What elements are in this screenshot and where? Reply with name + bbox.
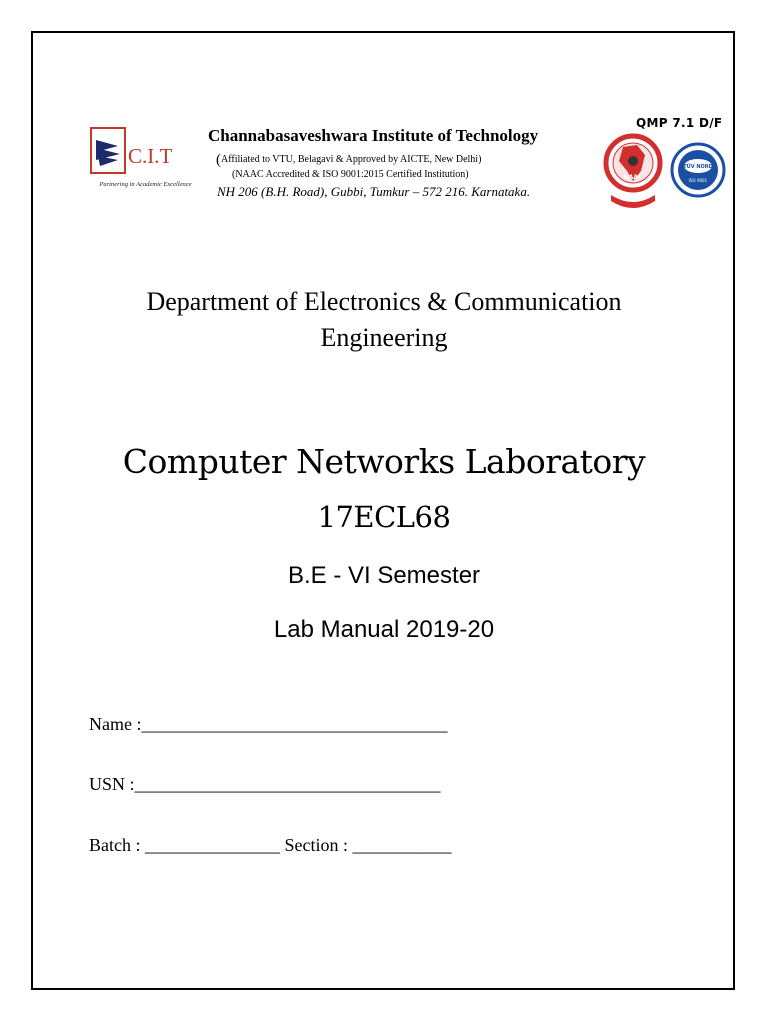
department-heading [40,284,728,356]
course-code: 17ECL68 [317,500,451,534]
course-title: Computer Networks Laboratory [122,442,646,481]
naac-seal-text: NAAC [623,174,643,181]
semester-label: B.E - VI Semester [287,562,481,589]
qmp-code: QMP 7.1 D/F [636,116,723,130]
tuv-sub-text: ISO 9001 [688,178,708,183]
cit-tagline: Partnering in Academic Excellence [99,181,192,188]
usn-field: USN :__________________________________ [89,774,441,794]
department-line-2: Engineering [320,323,448,352]
affiliation-paren: ( [216,152,221,168]
batch-section-field: Batch : _______________ Section : ___________ [89,835,452,855]
affiliation-text: Affiliated to VTU, Belagavi & Approved by AICTE, New Delhi) [221,154,482,165]
manual-label: Lab Manual 2019-20 [273,616,495,643]
affiliation-line [216,152,481,169]
tuv-text: TÜV NORD [683,164,713,170]
department-line-1: Department of Electronics & Communication [146,287,622,316]
name-field: Name :__________________________________ [89,714,448,734]
tuv-seal-icon [670,142,726,198]
cit-logo-text: C.I.T [128,144,173,168]
address-line: NH 206 (B.H. Road), Gubbi, Tumkur – 572 216. Karnataka. [217,184,531,199]
naac-seal-icon [603,131,665,215]
accreditation-line: (NAAC Accredited & ISO 9001:2015 Certified Institution) [232,169,469,180]
institute-name: Channabasaveshwara Institute of Technology [208,126,539,145]
